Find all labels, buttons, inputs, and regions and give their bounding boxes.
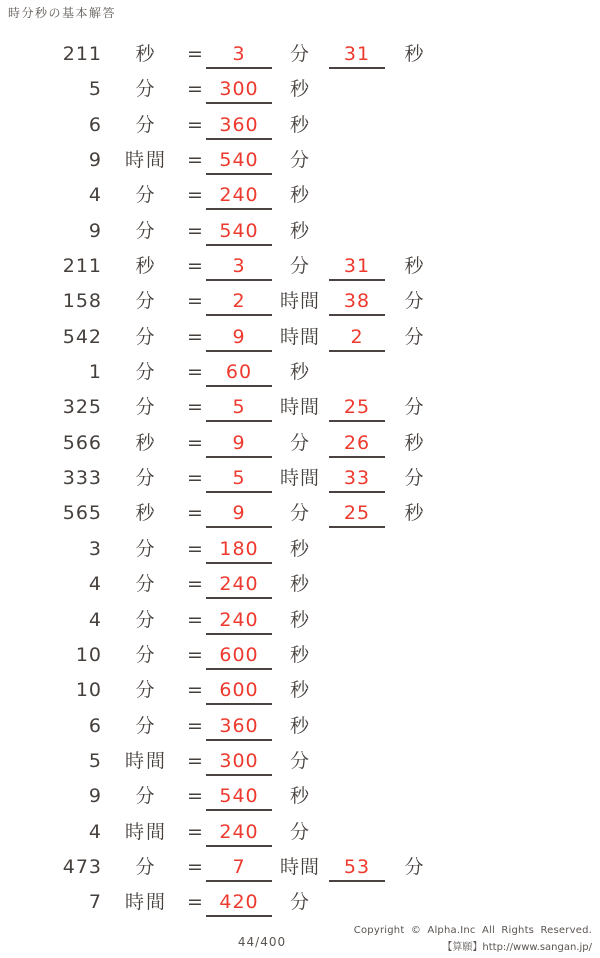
equals-sign: = (187, 43, 203, 65)
mid-unit: 時間 (279, 467, 320, 490)
end-unit: 秒 (404, 431, 424, 454)
end-unit: 分 (404, 467, 424, 490)
given-unit: 秒 (135, 43, 157, 65)
conversion-row (0, 321, 600, 356)
equals-sign: = (187, 749, 203, 772)
site-url: 【算願】http://www.sangan.jp/ (442, 942, 592, 953)
equals-sign: = (187, 891, 203, 914)
conversion-row (0, 604, 600, 639)
equals-sign: = (187, 361, 203, 384)
given-unit: 分 (135, 537, 157, 560)
answer1-field: 600 (206, 642, 272, 670)
given-unit: 分 (135, 361, 157, 384)
answer1-field: 3 (206, 253, 272, 281)
equals-sign: = (187, 325, 203, 348)
mid-unit: 秒 (289, 219, 310, 242)
end-unit: 分 (404, 325, 424, 348)
mid-unit: 秒 (289, 537, 310, 560)
given-unit: 分 (135, 785, 157, 808)
conversion-row (0, 639, 600, 674)
end-unit: 分 (404, 855, 424, 878)
answer1-field: 240 (206, 607, 272, 635)
given-unit: 分 (135, 219, 157, 242)
end-unit: 秒 (404, 43, 424, 65)
mid-unit: 分 (289, 502, 310, 525)
answer2-field: 31 (329, 253, 385, 281)
equals-sign: = (187, 78, 203, 101)
conversion-row (0, 816, 600, 851)
equals-sign: = (187, 820, 203, 843)
given-value: 211 (62, 255, 102, 278)
mid-unit: 秒 (289, 608, 310, 631)
given-unit: 秒 (135, 255, 157, 278)
mid-unit: 時間 (279, 396, 320, 419)
mid-unit: 時間 (279, 855, 320, 878)
answer2-field: 26 (329, 430, 385, 458)
end-unit: 秒 (404, 255, 424, 278)
given-value: 6 (88, 113, 102, 136)
mid-unit: 秒 (289, 785, 310, 808)
conversion-row (0, 250, 600, 285)
mid-unit: 分 (289, 431, 310, 454)
answer1-field: 5 (206, 394, 272, 422)
given-unit: 分 (135, 113, 157, 136)
conversion-row (0, 285, 600, 320)
answer1-field: 240 (206, 571, 272, 599)
mid-unit: 分 (289, 149, 310, 172)
given-unit: 時間 (124, 149, 167, 172)
copyright-text: Copyright © Alpha.Inc All Rights Reserved. (353, 925, 592, 936)
mid-unit: 秒 (289, 113, 310, 136)
given-unit: 分 (135, 714, 157, 737)
conversion-row (0, 851, 600, 886)
conversion-row (0, 462, 600, 497)
given-value: 565 (62, 502, 102, 525)
answer1-field: 360 (206, 112, 272, 140)
given-unit: 時間 (124, 749, 167, 772)
given-unit: 秒 (135, 502, 157, 525)
given-unit: 分 (135, 396, 157, 419)
given-unit: 時間 (124, 891, 167, 914)
answer1-field: 9 (206, 500, 272, 528)
equals-sign: = (187, 467, 203, 490)
equals-sign: = (187, 785, 203, 808)
given-value: 542 (62, 325, 102, 348)
mid-unit: 秒 (289, 78, 310, 101)
answer2-field: 53 (329, 854, 385, 882)
answer2-field: 2 (329, 324, 385, 352)
given-value: 4 (88, 184, 102, 207)
conversion-row (0, 674, 600, 709)
answer1-field: 540 (206, 218, 272, 246)
equals-sign: = (187, 149, 203, 172)
equals-sign: = (187, 184, 203, 207)
footer-credits (354, 925, 592, 953)
given-unit: 秒 (135, 431, 157, 454)
answer1-field: 300 (206, 76, 272, 104)
conversion-row (0, 356, 600, 391)
conversion-row (0, 109, 600, 144)
problem-list (0, 38, 600, 922)
given-value: 333 (62, 467, 102, 490)
given-unit: 分 (135, 573, 157, 596)
given-value: 4 (88, 573, 102, 596)
given-value: 1 (88, 361, 102, 384)
equals-sign: = (187, 255, 203, 278)
conversion-row (0, 780, 600, 815)
given-unit: 分 (135, 608, 157, 631)
end-unit: 分 (404, 290, 424, 313)
equals-sign: = (187, 608, 203, 631)
given-value: 6 (88, 714, 102, 737)
given-unit: 時間 (124, 820, 167, 843)
conversion-row (0, 73, 600, 108)
given-unit: 分 (135, 325, 157, 348)
equals-sign: = (187, 431, 203, 454)
mid-unit: 秒 (289, 573, 310, 596)
mid-unit: 秒 (289, 679, 310, 702)
mid-unit: 秒 (289, 643, 310, 666)
answer1-field: 360 (206, 713, 272, 741)
given-value: 10 (75, 679, 102, 702)
given-value: 9 (88, 149, 102, 172)
end-unit: 秒 (404, 502, 424, 525)
answer2-field: 25 (329, 394, 385, 422)
given-unit: 分 (135, 467, 157, 490)
answer1-field: 9 (206, 430, 272, 458)
conversion-row (0, 497, 600, 532)
equals-sign: = (187, 679, 203, 702)
conversion-row (0, 886, 600, 921)
answer1-field: 60 (206, 359, 272, 387)
answer2-field: 25 (329, 500, 385, 528)
conversion-row (0, 391, 600, 426)
equals-sign: = (187, 573, 203, 596)
answer1-field: 600 (206, 677, 272, 705)
given-unit: 分 (135, 643, 157, 666)
given-value: 5 (88, 78, 102, 101)
given-value: 4 (88, 608, 102, 631)
conversion-row (0, 710, 600, 745)
given-value: 211 (62, 43, 102, 65)
equals-sign: = (187, 537, 203, 560)
given-value: 3 (88, 537, 102, 560)
answer1-field: 180 (206, 536, 272, 564)
answer1-field: 7 (206, 854, 272, 882)
equals-sign: = (187, 502, 203, 525)
answer1-field: 240 (206, 819, 272, 847)
answer1-field: 540 (206, 147, 272, 175)
mid-unit: 秒 (289, 184, 310, 207)
equals-sign: = (187, 290, 203, 313)
mid-unit: 秒 (289, 361, 310, 384)
mid-unit: 分 (289, 749, 310, 772)
mid-unit: 分 (289, 891, 310, 914)
answer1-field: 3 (206, 41, 272, 69)
answer1-field: 2 (206, 288, 272, 316)
given-value: 7 (88, 891, 102, 914)
mid-unit: 時間 (279, 325, 320, 348)
answer2-field: 38 (329, 288, 385, 316)
page-title: 時分秒の基本解答 (8, 6, 117, 20)
given-value: 5 (88, 749, 102, 772)
mid-unit: 時間 (279, 290, 320, 313)
given-value: 9 (88, 785, 102, 808)
mid-unit: 分 (289, 43, 310, 65)
given-value: 10 (75, 643, 102, 666)
given-value: 4 (88, 820, 102, 843)
answer1-field: 300 (206, 748, 272, 776)
equals-sign: = (187, 714, 203, 737)
conversion-row (0, 568, 600, 603)
given-unit: 分 (135, 855, 157, 878)
equals-sign: = (187, 643, 203, 666)
given-value: 566 (62, 431, 102, 454)
given-value: 158 (62, 290, 102, 313)
end-unit: 分 (404, 396, 424, 419)
conversion-row (0, 427, 600, 462)
answer1-field: 420 (206, 889, 272, 917)
conversion-row (0, 533, 600, 568)
conversion-row (0, 38, 600, 73)
page-number: 44/400 (237, 935, 287, 949)
answer1-field: 9 (206, 324, 272, 352)
mid-unit: 分 (289, 820, 310, 843)
equals-sign: = (187, 113, 203, 136)
given-value: 473 (62, 855, 102, 878)
conversion-row (0, 144, 600, 179)
mid-unit: 秒 (289, 714, 310, 737)
conversion-row (0, 179, 600, 214)
answer1-field: 5 (206, 465, 272, 493)
given-unit: 分 (135, 78, 157, 101)
answer2-field: 31 (329, 41, 385, 69)
answer1-field: 240 (206, 182, 272, 210)
answer1-field: 540 (206, 783, 272, 811)
given-unit: 分 (135, 184, 157, 207)
equals-sign: = (187, 855, 203, 878)
conversion-row (0, 745, 600, 780)
given-value: 325 (62, 396, 102, 419)
given-unit: 分 (135, 290, 157, 313)
given-value: 9 (88, 219, 102, 242)
mid-unit: 分 (289, 255, 310, 278)
equals-sign: = (187, 396, 203, 419)
given-unit: 分 (135, 679, 157, 702)
answer2-field: 33 (329, 465, 385, 493)
conversion-row (0, 215, 600, 250)
equals-sign: = (187, 219, 203, 242)
